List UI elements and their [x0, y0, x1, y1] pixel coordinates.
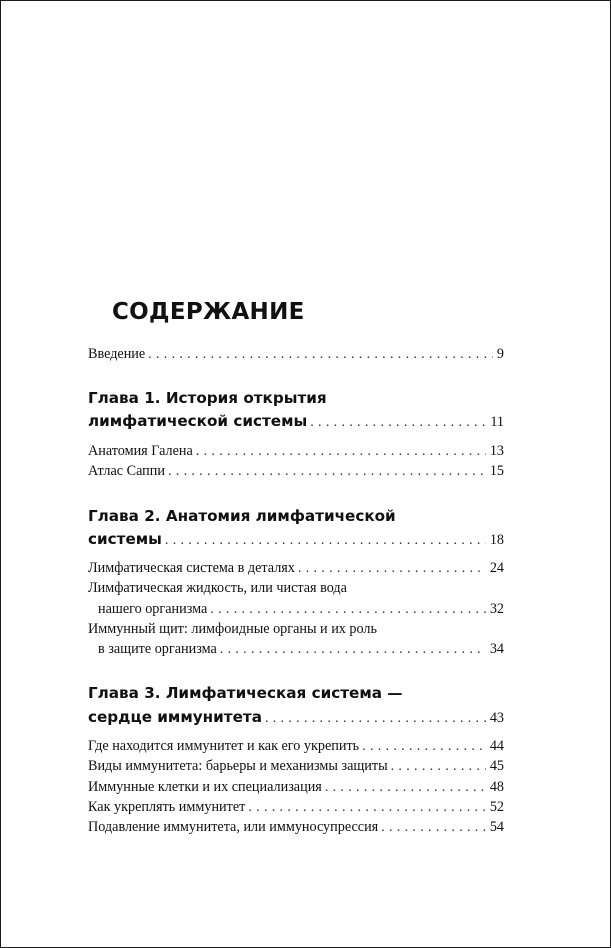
- toc-entry-section[interactable]: [88, 736, 504, 756]
- dot-leader: [210, 600, 486, 620]
- toc-entry-label: нашего организма: [98, 601, 208, 617]
- toc-page-number: 9: [496, 346, 504, 362]
- toc-page-number: 13: [489, 443, 504, 459]
- dot-leader: [165, 529, 486, 553]
- toc-page-number: 48: [489, 779, 504, 795]
- dot-leader: [310, 411, 486, 435]
- dot-leader: [220, 640, 486, 660]
- dot-leader: [362, 737, 486, 757]
- toc-entry-chapter-1[interactable]: [88, 409, 504, 433]
- toc-entry-section[interactable]: [88, 777, 504, 797]
- toc-entry-label: Как укреплять иммунитет: [88, 799, 246, 815]
- dot-leader: [265, 707, 486, 731]
- toc-entry-section[interactable]: [88, 461, 504, 481]
- toc-page-number: 18: [489, 532, 504, 548]
- toc-page-number: 54: [489, 819, 504, 835]
- toc-page-number: 43: [489, 710, 504, 726]
- toc-entry-label: Подавление иммунитета, или иммуносупрессия: [88, 819, 379, 835]
- dot-leader: [148, 345, 493, 365]
- toc-entry-line1[interactable]: Иммунный щит: лимфоидные органы и их роль: [88, 621, 377, 637]
- toc-page-number: 44: [489, 738, 504, 754]
- toc-page-number: 34: [489, 641, 504, 657]
- toc-entry-label: Лимфатическая система в деталях: [88, 560, 295, 576]
- dot-leader: [196, 442, 486, 462]
- toc-entry-section[interactable]: [88, 441, 504, 461]
- toc-entry-intro[interactable]: [88, 344, 504, 364]
- toc-page-number: 11: [490, 414, 504, 430]
- toc-entry-label: в защите организма: [98, 641, 217, 657]
- chapter-3-heading-line1[interactable]: Глава 3. Лимфатическая система —: [88, 684, 403, 702]
- toc-entry-chapter-2[interactable]: [88, 527, 504, 551]
- dot-leader: [391, 757, 486, 777]
- toc-entry-section[interactable]: [88, 558, 504, 578]
- chapter-3-heading-line2: сердце иммунитета: [88, 708, 262, 726]
- dot-leader: [298, 559, 486, 579]
- toc-entry-section[interactable]: [88, 797, 504, 817]
- dot-leader: [381, 818, 486, 838]
- dot-leader: [248, 798, 485, 818]
- chapter-1-heading-line2: лимфатической системы: [88, 412, 308, 430]
- toc-entry-label: Иммунные клетки и их специализация: [88, 779, 322, 795]
- toc-page-number: 52: [489, 799, 504, 815]
- toc-entry-line1[interactable]: Лимфатическая жидкость, или чистая вода: [88, 580, 347, 596]
- toc-entry-chapter-3[interactable]: [88, 705, 504, 729]
- dot-leader: [168, 462, 486, 482]
- toc-title: СОДЕРЖАНИЕ: [112, 299, 305, 325]
- chapter-2-heading-line1[interactable]: Глава 2. Анатомия лимфатической: [88, 507, 396, 525]
- toc-entry-label: Виды иммунитета: барьеры и механизмы защиты: [88, 758, 388, 774]
- toc-entry-label: Анатомия Галена: [88, 443, 193, 459]
- toc-entry-label: Где находится иммунитет и как его укрепить: [88, 738, 360, 754]
- chapter-2-heading-line2: системы: [88, 530, 162, 548]
- toc-entry-section[interactable]: [98, 639, 504, 659]
- toc-page-number: 32: [489, 601, 504, 617]
- toc-entry-section[interactable]: [88, 756, 504, 776]
- toc-entry-section[interactable]: [98, 599, 504, 619]
- dot-leader: [325, 778, 486, 798]
- toc-page-number: 45: [489, 758, 504, 774]
- toc-page-number: 24: [489, 560, 504, 576]
- toc-entry-label: Введение: [88, 346, 146, 362]
- toc-page-number: 15: [489, 463, 504, 479]
- toc-entry-label: Атлас Саппи: [88, 463, 165, 479]
- chapter-1-heading-line1[interactable]: Глава 1. История открытия: [88, 389, 327, 407]
- toc-entry-section[interactable]: [88, 817, 504, 837]
